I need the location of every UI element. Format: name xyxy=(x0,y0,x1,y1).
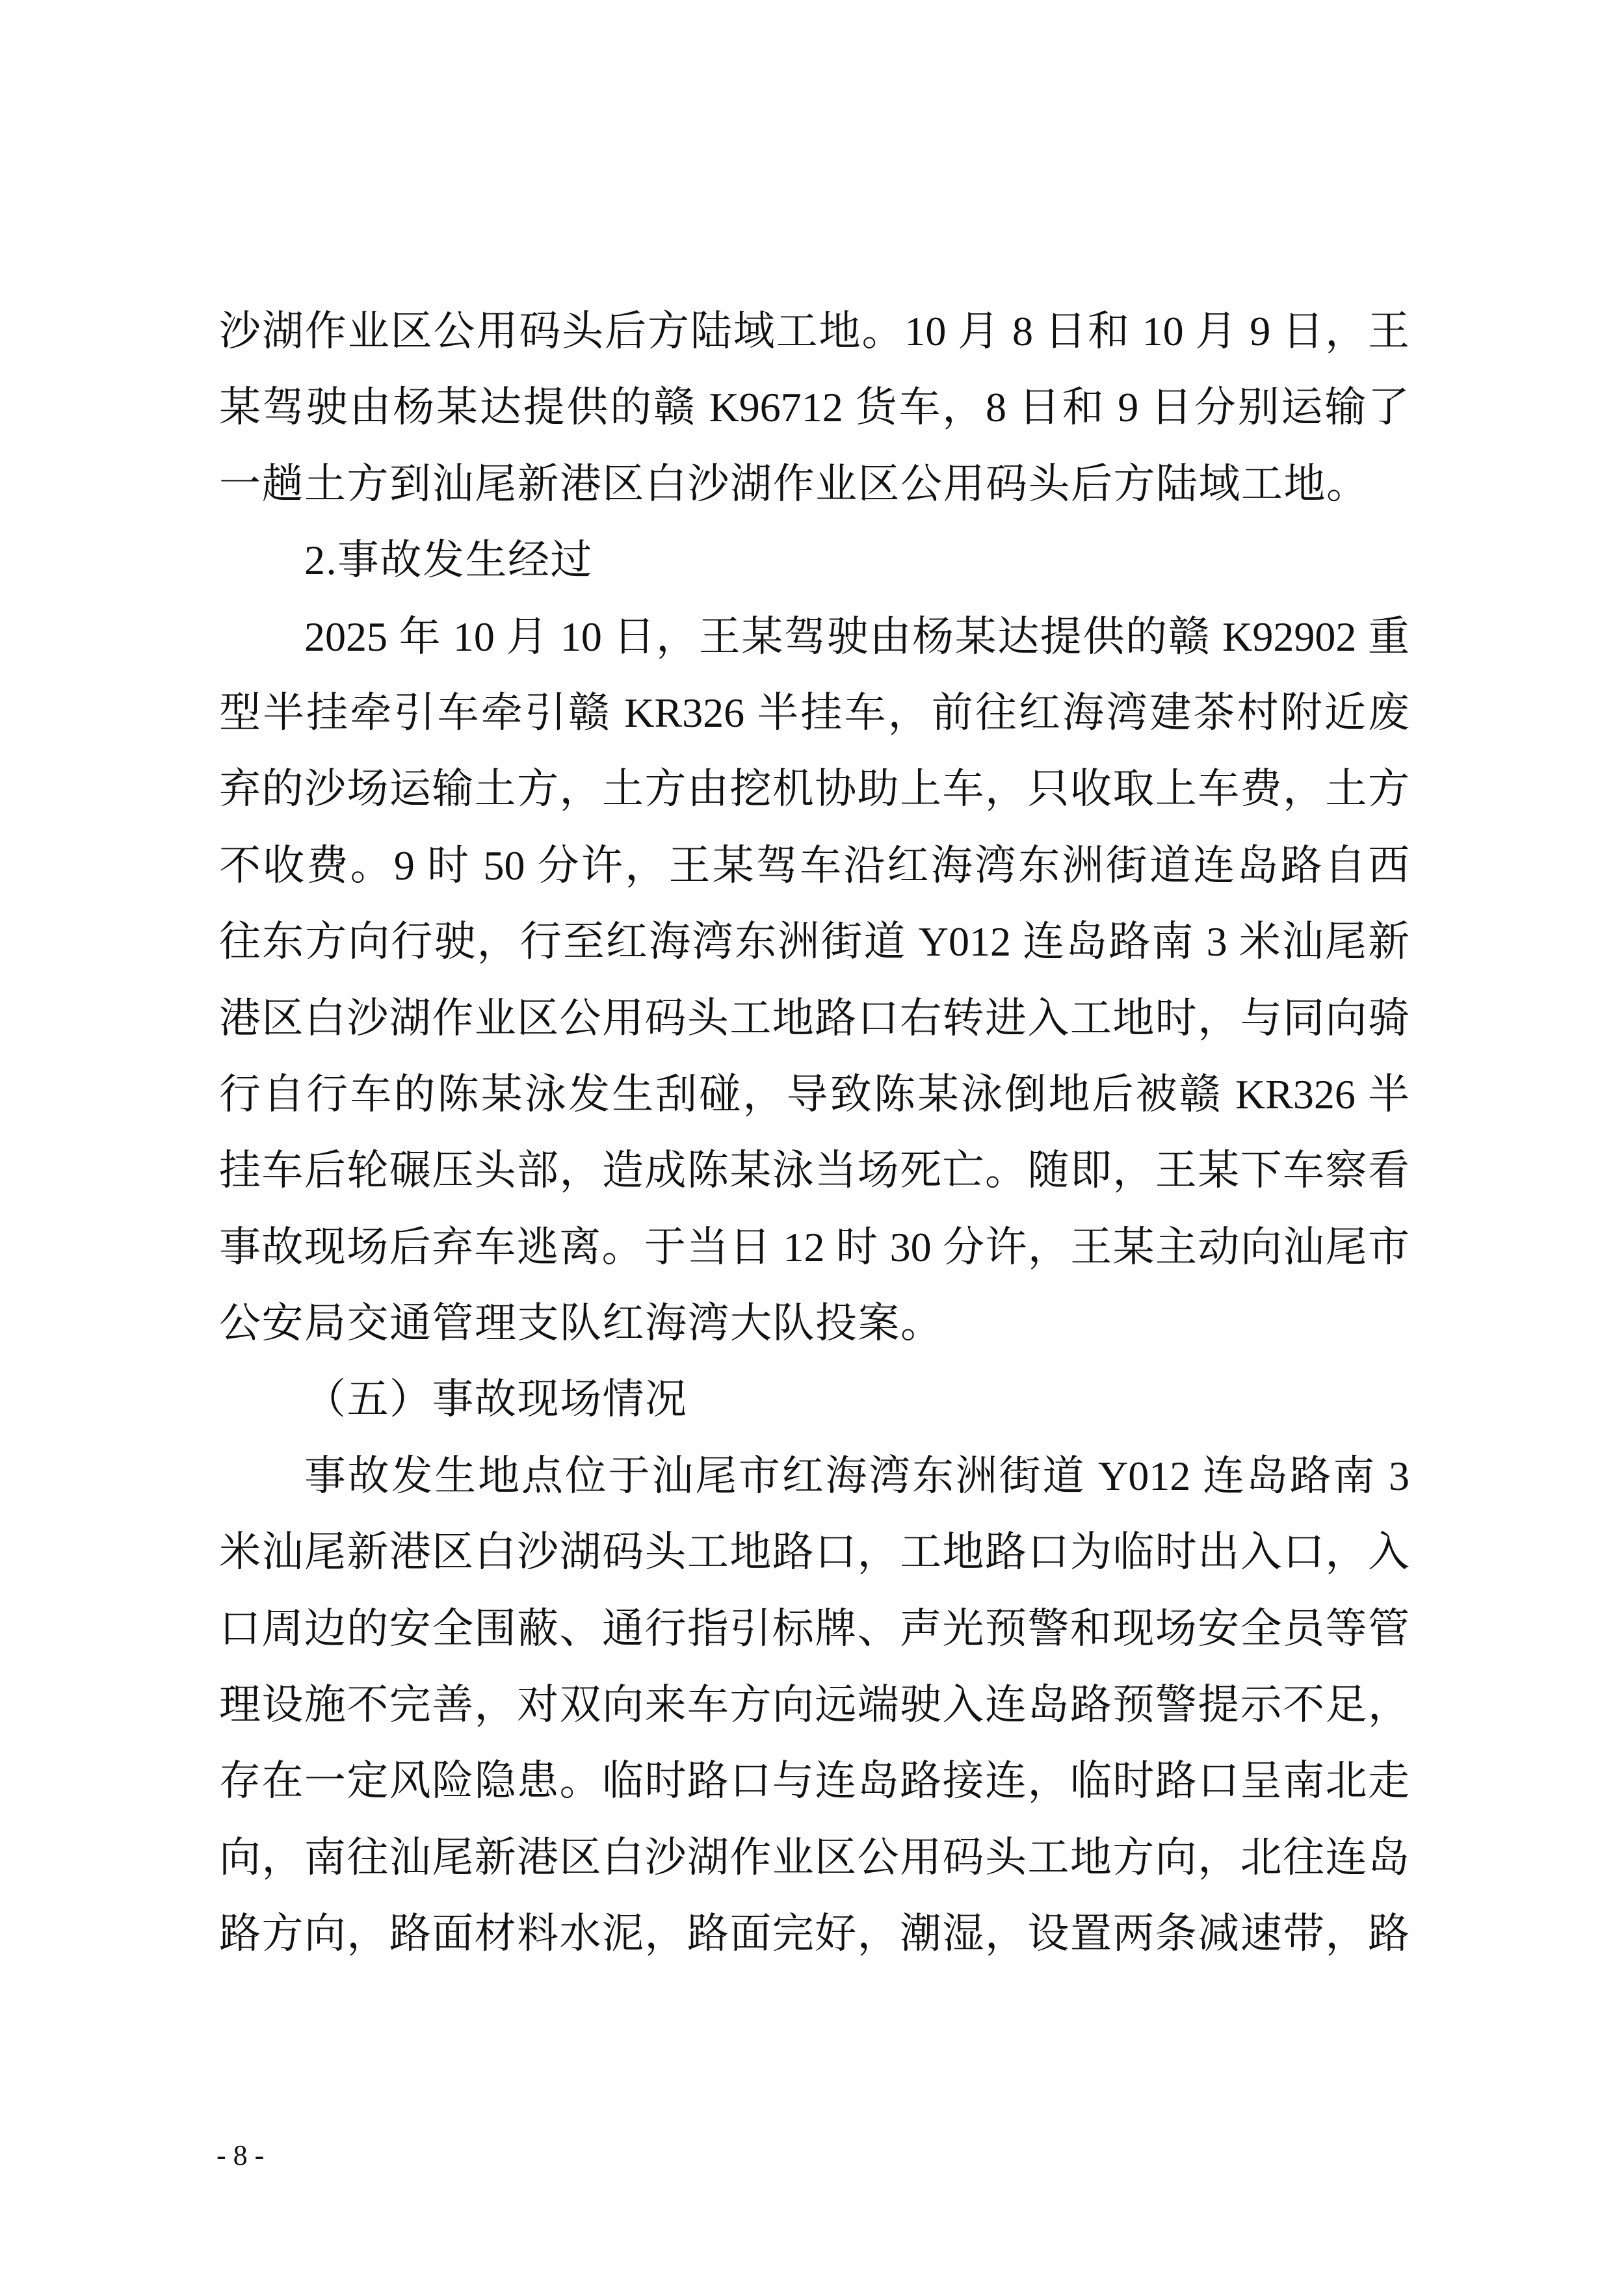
paragraph-end-line: 一趟土方到汕尾新港区白沙湖作业区公用码头后方陆域工地。 xyxy=(219,460,1369,507)
text-line: 行自行车的陈某泳发生刮碰，导致陈某泳倒地后被赣 KR326 半 xyxy=(219,1071,1410,1117)
text-line: 港区白沙湖作业区公用码头工地路口右转进入工地时，与同向骑 xyxy=(219,995,1410,1041)
subsection-heading: 2.事故发生经过 xyxy=(304,537,593,584)
text-line: 路方向，路面材料水泥，路面完好，潮湿，设置两条减速带，路 xyxy=(219,1911,1410,1957)
section-heading: （五）事故现场情况 xyxy=(304,1376,688,1423)
text-line: 向，南往汕尾新港区白沙湖作业区公用码头工地方向，北往连岛 xyxy=(219,1834,1410,1881)
text-line: 挂车后轮碾压头部，造成陈某泳当场死亡。随即，王某下车察看 xyxy=(219,1147,1410,1194)
text-line: 事故现场后弃车逃离。于当日 12 时 30 分许，王某主动向汕尾市 xyxy=(219,1223,1410,1270)
text-line: 弃的沙场运输土方，土方由挖机协助上车，只收取上车费，土方 xyxy=(219,766,1410,813)
text-line: 理设施不完善，对双向来车方向远端驶入连岛路预警提示不足， xyxy=(219,1682,1410,1729)
paragraph-start-line: 事故发生地点位于汕尾市红海湾东洲街道 Y012 连岛路南 3 xyxy=(304,1452,1410,1499)
text-line: 米汕尾新港区白沙湖码头工地路口，工地路口为临时出入口，入 xyxy=(219,1529,1410,1576)
text-line: 不收费。9 时 50 分许，王某驾车沿红海湾东洲街道连岛路自西 xyxy=(219,842,1410,889)
text-line: 往东方向行驶，行至红海湾东洲街道 Y012 连岛路南 3 米汕尾新 xyxy=(219,919,1410,965)
page-number: - 8 - xyxy=(216,2139,265,2171)
text-line: 型半挂牵引车牵引赣 KR326 半挂车，前往红海湾建茶村附近废 xyxy=(219,689,1410,736)
body-text xyxy=(219,293,1410,1972)
text-line: 口周边的安全围蔽、通行指引标牌、声光预警和现场安全员等管 xyxy=(219,1605,1410,1652)
text-line: 某驾驶由杨某达提供的赣 K96712 货车，8 日和 9 日分别运输了 xyxy=(219,384,1410,431)
text-line: 存在一定风险隐患。临时路口与连岛路接连，临时路口呈南北走 xyxy=(219,1758,1410,1805)
paragraph-start-line: 2025 年 10 月 10 日，王某驾驶由杨某达提供的赣 K92902 重 xyxy=(304,613,1410,660)
paragraph-end-line: 公安局交通管理支队红海湾大队投案。 xyxy=(219,1300,943,1347)
text-line: 沙湖作业区公用码头后方陆域工地。10 月 8 日和 10 月 9 日，王 xyxy=(219,308,1410,354)
